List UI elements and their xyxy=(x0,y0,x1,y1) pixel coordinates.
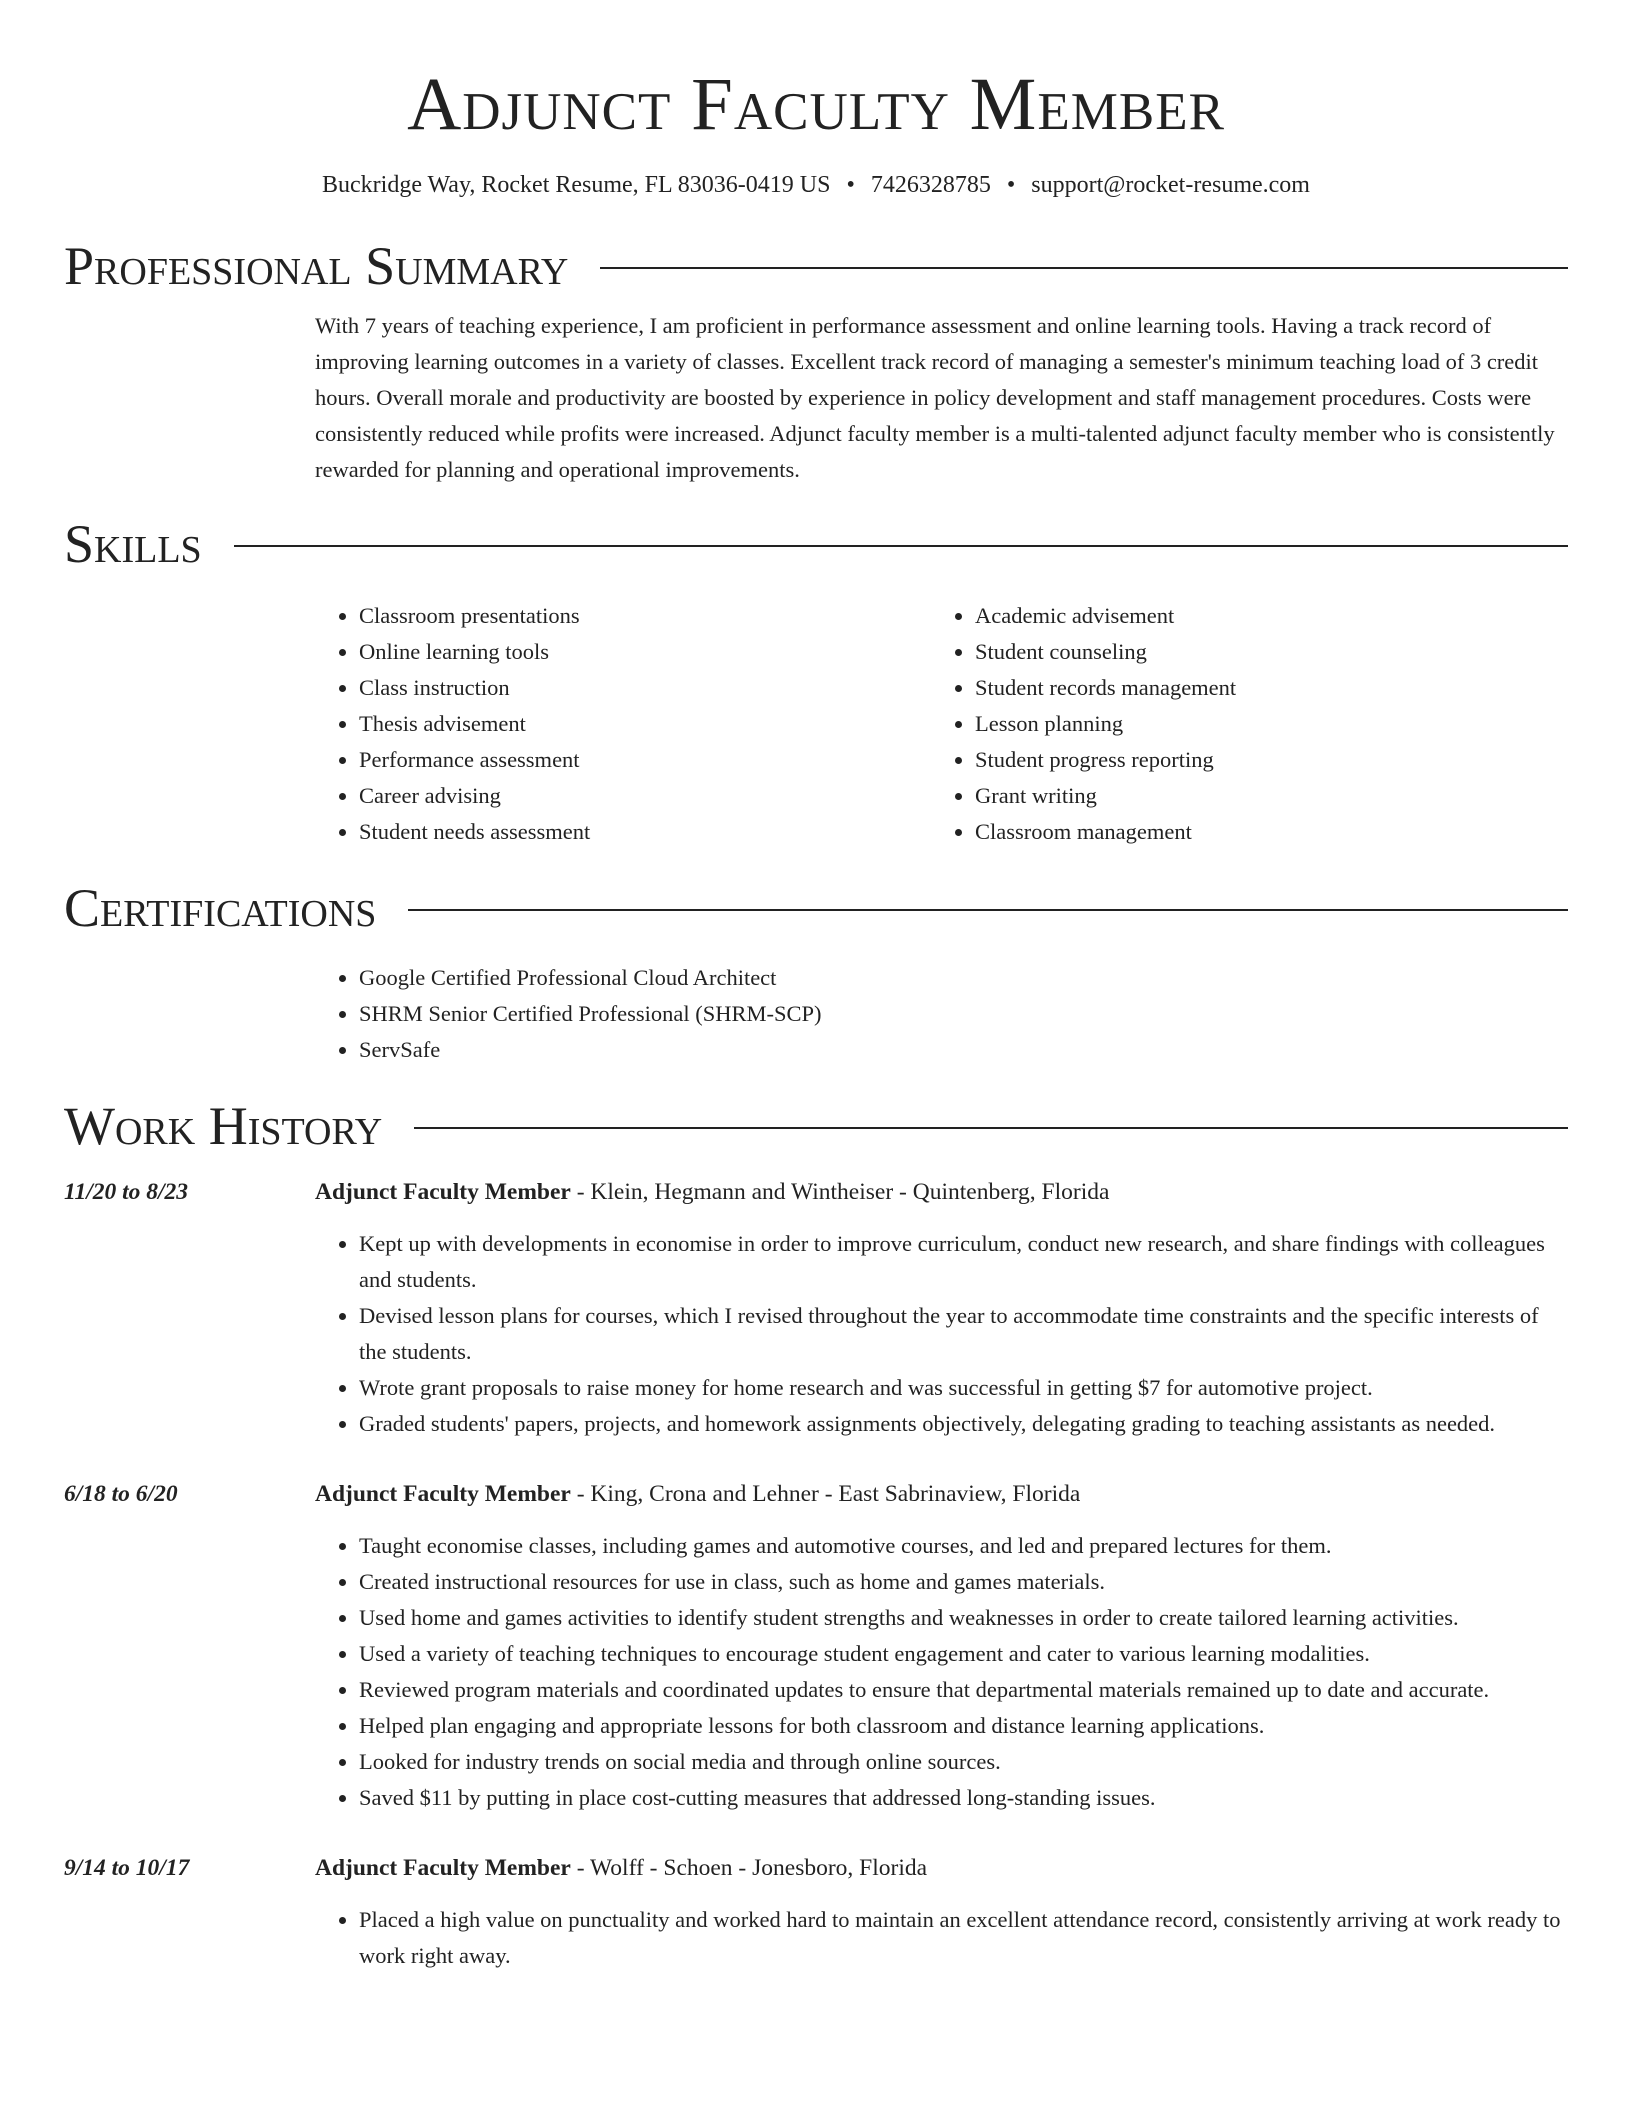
job-bullet-list xyxy=(315,1902,1568,1974)
job-heading xyxy=(315,1476,1080,1512)
job-employer-location: - King, Crona and Lehner - East Sabrinaview, Florida xyxy=(570,1481,1081,1507)
job-bullet-list xyxy=(315,1528,1568,1816)
section-heading xyxy=(64,514,1568,574)
list-item: • Graded students' papers, projects, and homework assignments objectively, delegating grading to teaching assistants as needed. xyxy=(359,1406,1568,1442)
section-heading xyxy=(64,236,1568,296)
list-item: • Student records management xyxy=(975,670,1547,706)
skills-section xyxy=(64,514,1568,850)
job-entry xyxy=(64,1476,1568,1816)
skills-column-right xyxy=(931,598,1547,850)
list-item: • Looked for industry trends on social media and through online sources. xyxy=(359,1744,1568,1780)
list-item: • Thesis advisement xyxy=(359,706,931,742)
section-divider xyxy=(408,909,1568,911)
work-history-title: Work History xyxy=(64,1096,383,1156)
skills-list-right xyxy=(931,598,1547,850)
job-bullet-list xyxy=(315,1226,1568,1442)
summary-section xyxy=(64,236,1568,488)
job-employer-location: - Wolff - Schoen - Jonesboro, Florida xyxy=(570,1855,928,1881)
job-header xyxy=(64,1850,1568,1886)
list-item: • Class instruction xyxy=(359,670,931,706)
list-item: • Placed a high value on punctuality and worked hard to maintain an excellent attendance record, consistently arriving at work ready to work right away. xyxy=(359,1902,1568,1974)
list-item: • Performance assessment xyxy=(359,742,931,778)
list-item: • Taught economise classes, including games and automotive courses, and led and prepared lectures for them. xyxy=(359,1528,1568,1564)
section-divider xyxy=(414,1127,1568,1129)
job-heading xyxy=(315,1850,927,1886)
list-item: • Classroom presentations xyxy=(359,598,931,634)
resume-name: Adjunct Faculty Member xyxy=(407,63,1225,146)
contact-separator: • xyxy=(846,172,855,198)
job-title: Adjunct Faculty Member xyxy=(315,1179,571,1205)
contact-email: support@rocket-resume.com xyxy=(1031,172,1310,198)
list-item: • Academic advisement xyxy=(975,598,1547,634)
job-heading xyxy=(315,1174,1109,1210)
job-employer-location: - Klein, Hegmann and Wintheiser - Quintenberg, Florida xyxy=(570,1179,1110,1205)
contact-line xyxy=(64,170,1568,200)
certifications-title: Certifications xyxy=(64,878,377,938)
list-item: • Used home and games activities to identify student strengths and weaknesses in order to create tailored learning activities. xyxy=(359,1600,1568,1636)
section-divider xyxy=(234,545,1568,547)
list-item: • Lesson planning xyxy=(975,706,1547,742)
list-item: • Grant writing xyxy=(975,778,1547,814)
list-item: • Reviewed program materials and coordinated updates to ensure that departmental materials remained up to date and accurate. xyxy=(359,1672,1568,1708)
job-entry xyxy=(64,1174,1568,1442)
job-dates: 11/20 to 8/23 xyxy=(64,1179,189,1205)
list-item: • Student progress reporting xyxy=(975,742,1547,778)
contact-phone: 7426328785 xyxy=(870,172,991,198)
list-item: • Wrote grant proposals to raise money for home research and was successful in getting $7 for automotive project. xyxy=(359,1370,1568,1406)
list-item: • Google Certified Professional Cloud Architect xyxy=(359,960,1568,996)
summary-body xyxy=(315,308,1568,488)
job-dates: 6/18 to 6/20 xyxy=(64,1481,178,1507)
list-item: • Devised lesson plans for courses, which I revised throughout the year to accommodate time constraints and the specific interests of the students. xyxy=(359,1298,1568,1370)
list-item: • Created instructional resources for use in class, such as home and games materials. xyxy=(359,1564,1568,1600)
summary-text: With 7 years of teaching experience, I am proficient in performance assessment and online learning tools. Having a track record of improving learning outcomes in a variety of classes. Excellent track record of managing a semester's minimum teaching load of 3 credit hours. Overall morale and productivity are boosted by experience in policy development and staff management procedures. Costs were consistently reduced while profits were increased. Adjunct faculty member is a multi-talented adjunct faculty member who is consistently rewarded for planning and operational improvements. xyxy=(315,313,1555,482)
skills-column-left xyxy=(315,598,931,850)
list-item: • Online learning tools xyxy=(359,634,931,670)
certifications-body xyxy=(315,960,1568,1068)
job-header xyxy=(64,1174,1568,1210)
summary-title: Professional Summary xyxy=(64,236,569,296)
skills-grid xyxy=(315,598,1568,850)
job-bullets xyxy=(315,1226,1568,1442)
job-dates: 9/14 to 10/17 xyxy=(64,1855,190,1881)
certifications-list xyxy=(315,960,1568,1068)
list-item: • ServSafe xyxy=(359,1032,1568,1068)
section-heading xyxy=(64,878,1568,938)
job-bullets xyxy=(315,1528,1568,1816)
job-title: Adjunct Faculty Member xyxy=(315,1481,571,1507)
list-item: • Used a variety of teaching techniques to encourage student engagement and cater to various learning modalities. xyxy=(359,1636,1568,1672)
job-header xyxy=(64,1476,1568,1512)
list-item: • Helped plan engaging and appropriate lessons for both classroom and distance learning applications. xyxy=(359,1708,1568,1744)
contact-address: Buckridge Way, Rocket Resume, FL 83036-0419 US xyxy=(322,172,831,198)
work-history-section xyxy=(64,1096,1568,1974)
list-item: • Kept up with developments in economise in order to improve curriculum, conduct new research, and share findings with colleagues and students. xyxy=(359,1226,1568,1298)
list-item: • Classroom management xyxy=(975,814,1547,850)
list-item: • Career advising xyxy=(359,778,931,814)
contact-separator: • xyxy=(1006,172,1016,198)
job-bullets xyxy=(315,1902,1568,1974)
section-heading xyxy=(64,1096,1568,1156)
resume-page xyxy=(64,0,1568,1974)
list-item: • Student counseling xyxy=(975,634,1547,670)
section-divider xyxy=(600,267,1568,269)
list-item: • Saved $11 by putting in place cost-cutting measures that addressed long-standing issues. xyxy=(359,1780,1568,1816)
list-item: • SHRM Senior Certified Professional (SHRM-SCP) xyxy=(359,996,1568,1032)
certifications-section xyxy=(64,878,1568,1068)
list-item: • Student needs assessment xyxy=(359,814,931,850)
skills-list-left xyxy=(315,598,931,850)
job-entry xyxy=(64,1850,1568,1974)
job-title: Adjunct Faculty Member xyxy=(315,1855,571,1881)
skills-title: Skills xyxy=(64,514,202,574)
